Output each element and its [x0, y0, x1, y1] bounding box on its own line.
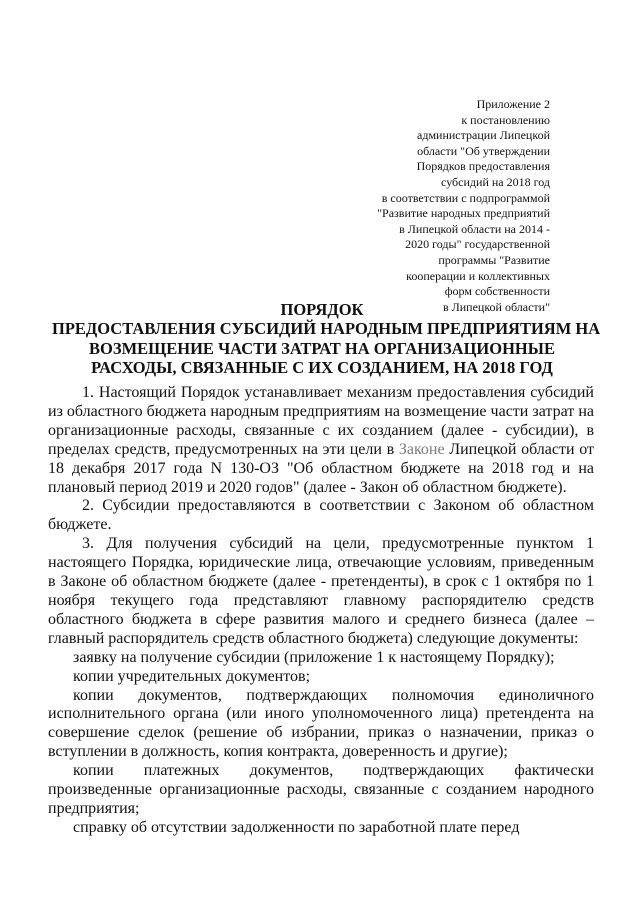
appendix-line: программы "Развитие: [438, 252, 550, 267]
appendix-line: "Развитие народных предприятий: [377, 206, 550, 221]
appendix-line: области "Об утверждении: [417, 143, 550, 158]
appendix-line: в Липецкой области на 2014 -: [399, 221, 550, 236]
appendix-line: Порядков предоставления: [416, 159, 550, 174]
paragraph-2: 2. Субсидии предоставляются в соответствии с Законом об областном бюджете.: [48, 497, 594, 534]
appendix-line: Приложение 2: [476, 97, 550, 111]
title-line: ПОРЯДОК: [280, 300, 364, 319]
appendix-line: кооперации и коллективных: [406, 268, 550, 283]
document-list-item: копии документов, подтверждающих полномочия единоличного исполнительного органа (или иного уполномоченного лица) претендента на совершение сделок (решение об избрании, приказ о назначении, приказ о вступлении в должность, копия контракта, доверенность и другие);: [48, 686, 594, 761]
document-list-item: копии платежных документов, подтверждающих фактически произведенные организационные расходы, связанные с созданием народного предприятия;: [48, 762, 594, 817]
document-list-item: копии учредительных документов;: [73, 667, 311, 685]
appendix-line: администрации Липецкой: [417, 128, 550, 143]
paragraph-3: 3. Для получения субсидий на цели, предусмотренные пунктом 1 настоящего Порядка, юридические лица, отвечающие условиям, приведенным в Законе об областном бюджете (далее - претенденты), в срок с 1 октября по 1 ноября текущего года представляют главному распорядителю средств областного бюджета в сфере развития малого и среднего бизнеса (далее – главный распорядитель средств областного бюджета) следующие документы:: [48, 535, 594, 647]
appendix-line: субсидий на 2018 год: [441, 174, 550, 189]
appendix-line: форм собственности: [444, 284, 550, 299]
document-body: [48, 384, 594, 838]
paragraph-1: [48, 384, 594, 497]
document-title: [52, 300, 601, 377]
appendix-line: 2020 годы" государственной: [405, 237, 550, 252]
law-link[interactable]: Законе: [398, 440, 445, 458]
appendix-line: к постановлению: [461, 112, 550, 127]
appendix-line: в Липецкой области": [442, 299, 550, 314]
document-list-item: заявку на получение субсидии (приложение 1 к настоящему Порядку);: [73, 648, 555, 666]
appendix-line: в соответствии с подпрограммой: [381, 190, 550, 205]
document-list-item: справку об отсутствии задолженности по заработной плате перед: [73, 818, 520, 836]
title-line: ВОЗМЕЩЕНИЕ ЧАСТИ ЗАТРАТ НА ОРГАНИЗАЦИОННЫЕ: [89, 338, 555, 358]
title-line: ПРЕДОСТАВЛЕНИЯ СУБСИДИЙ НАРОДНЫМ ПРЕДПРИЯТИЯМ НА: [52, 319, 601, 339]
title-line: РАСХОДЫ, СВЯЗАННЫЕ С ИХ СОЗДАНИЕМ, НА 2018 ГОД: [91, 357, 553, 377]
paragraph-1-text-end: Липецкой области от 18 декабря 2017 года N 130-ОЗ "Об областном бюджете на 2018 год и на плановый период 2019 и 2020 годов" (далее - Закон об областном бюджете).: [48, 440, 594, 496]
paragraph-1-text-start: 1. Настоящий Порядок устанавливает механизм предоставления субсидий из областного бюджета народным предприятиям на возмещение части затрат на организационные расходы, связанные с их созданием (далее - субсидии), в пределах средств, предусмотренных на эти цели в: [48, 384, 594, 458]
appendix-header: [310, 97, 550, 315]
